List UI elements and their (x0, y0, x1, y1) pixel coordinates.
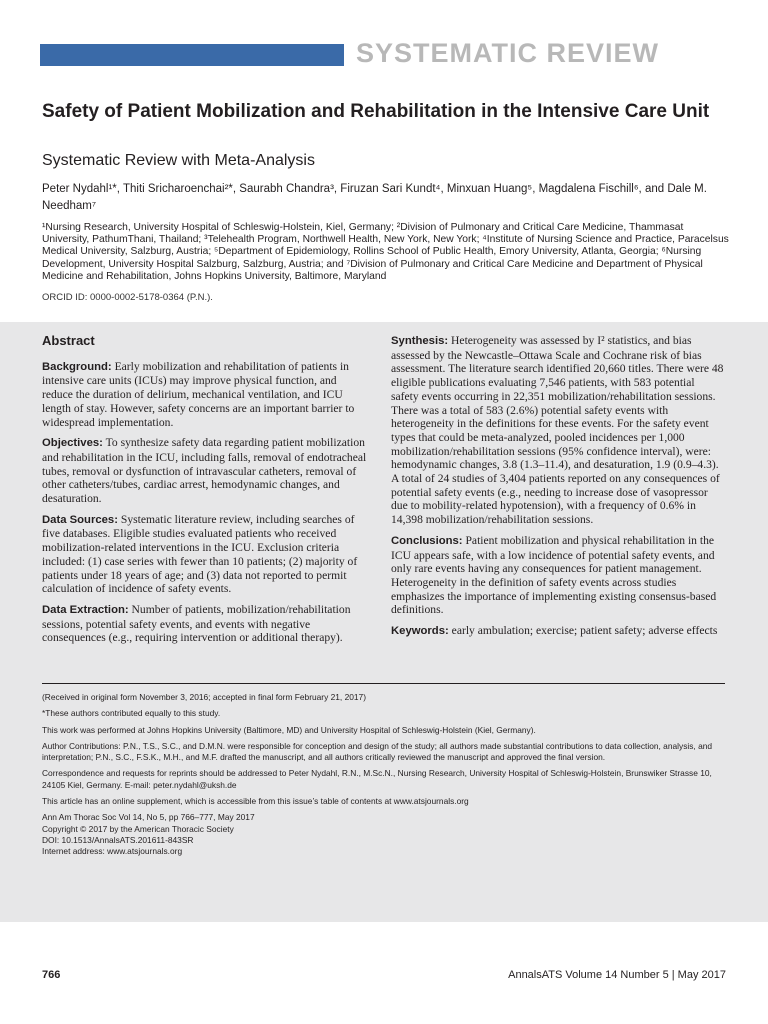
citation-block (42, 812, 728, 857)
journal-footer: AnnalsATS Volume 14 Number 5 | May 2017 (508, 969, 726, 981)
abstract-right-column (391, 334, 725, 646)
article-title: Safety of Patient Mobilization and Rehabilitation in the Intensive Care Unit (42, 101, 710, 122)
abstract-data-extraction (42, 603, 367, 645)
orcid-id: ORCID ID: 0000-0002-5178-0364 (P.N.). (42, 292, 213, 303)
abstract-conclusions (391, 534, 725, 617)
background-text: Early mobilization and rehabilitation of patients in intensive care units (ICUs) may improve physical function, and reduce the duration of delirium, mechanical ventilation, and ICU length of stay. However, safety concerns are an important barrier to widespread implementation. (42, 359, 355, 429)
keywords-label: Keywords: (391, 625, 449, 638)
abstract-synthesis (391, 334, 725, 527)
objectives-text: To synthesize safety data regarding patient mobilization and rehabilitation in the ICU, including falls, removal of endotracheal tubes, removal or dysfunction of intravascular catheters, removal of other catheters/tubes, cardiac arrest, hemodynamic changes, and desaturation. (42, 436, 367, 506)
conclusions-text: Patient mobilization and physical rehabilitation in the ICU appears safe, with a low incidence of potential safety events, and only rare events having any consequences for patient management. Heterogeneity in the definition of safety events across studies emphasizes the importance of implementing existing consensus-based definitions. (391, 533, 717, 617)
header-accent-bar (40, 44, 344, 66)
doi-line: DOI: 10.1513/AnnalsATS.201611-843SR (42, 834, 194, 845)
abstract-data-sources (42, 513, 367, 596)
internet-address-line: Internet address: www.atsjournals.org (42, 846, 183, 857)
notes-divider (42, 683, 725, 684)
received-dates: (Received in original form November 3, 2016; accepted in final form February 21, 2017) (42, 692, 366, 702)
abstract-objectives (42, 436, 367, 506)
author-list: Peter Nydahl¹*, Thiti Sricharoenchai²*, Saurabh Chandra³, Firuzan Sari Kundt⁴, Minxuan Huang⁵, Magdalena Fischill⁶, and Dale M. Needham⁷ (42, 183, 707, 212)
copyright-line: Copyright © 2017 by the American Thoracic Society (42, 823, 234, 834)
article-subtitle: Systematic Review with Meta-Analysis (42, 152, 315, 169)
objectives-label: Objectives: (42, 437, 103, 450)
abstract-heading: Abstract (42, 333, 95, 348)
author-contributions: Author Contributions: P.N., T.S., S.C., and D.M.N. were responsible for conception and design of the study; all authors made substantial contributions to data collection, analysis, and interpretation; P.N., S.C., F.S.K., M.H., and M.F. drafted the manuscript, and all authors critically reviewed the manuscript and approved the final version. (42, 740, 713, 763)
keywords-text: early ambulation; exercise; patient safety; adverse effects (451, 624, 718, 638)
equal-contribution-note: *These authors contributed equally to this study. (42, 708, 221, 719)
affiliations: ¹Nursing Research, University Hospital of Schleswig-Holstein, Kiel, Germany; ²Division of Pulmonary and Critical Care Medicine, Thammasat University, PathumThani, Thailand; ³Telehealth Program, Northwell Health, New York, New York; ⁴Institute of Nursing Science and Practice, Paracelsus Medical University, Salzburg, Austria; ⁵Department of Epidemiology, Rollins School of Public Health, Emory University, Atlanta, Georgia; ⁶Nursing Development, University Hospital Salzburg, Salzburg, Austria; and ⁷Division of Pulmonary and Critical Care Medicine and Department of Physical Medicine and Rehabilitation, Johns Hopkins University, Baltimore, Maryland (42, 222, 729, 282)
correspondence-note: Correspondence and requests for reprints should be addressed to Peter Nydahl, R.N., M.Sc.N., Nursing Research, University Hospital of Schleswig-Holstein, Brunswiker Strasse 10, 24105 Kiel, Germany. E-mail: peter.nydahl@uksh.de (42, 768, 712, 790)
section-label: SYSTEMATIC REVIEW (356, 38, 660, 68)
abstract-keywords (391, 624, 725, 639)
citation-line: Ann Am Thorac Soc Vol 14, No 5, pp 766–777, May 2017 (42, 812, 255, 823)
abstract-background (42, 360, 367, 430)
data-extraction-text: Number of patients, mobilization/rehabilitation sessions, potential safety events, and events with negative consequences (e.g., requiring intervention or additional therapy). (42, 602, 351, 645)
conclusions-label: Conclusions: (391, 534, 463, 547)
article-notes (42, 692, 728, 858)
abstract-left-column (42, 334, 367, 652)
data-extraction-label: Data Extraction: (42, 603, 129, 616)
synthesis-text: Heterogeneity was assessed by I² statistics, and bias assessed by the Newcastle–Ottawa Scale and Cochrane risk of bias assessment. The literature search identified 20,660 titles. There were 48 eligible publications evaluating 7,546 patients, with 583 potential safety events occurring in 22,351 mobilization/rehabilitation sessions. There was a total of 583 (2.6%) potential safety events with heterogeneity in the definitions for these events. For the safety event types that could be meta-analyzed, pooled incidences per 1,000 mobilization/rehabilitation sessions (95% confidence interval), were: hemodynamic changes, 3.8 (1.3–11.4), and desaturation, 1.9 (0.9–4.3). A total of 24 studies of 3,404 patients reported on any consequences of potential safety events (e.g., needing to increase dose of vasopressor due to mobility-related hypotension), with a frequency of 0.6% in 14,398 mobilization/rehabilitation sessions. (391, 334, 724, 527)
synthesis-label: Synthesis: (391, 335, 449, 347)
background-label: Background: (42, 360, 112, 373)
data-sources-label: Data Sources: (42, 513, 118, 526)
supplement-note: This article has an online supplement, which is accessible from this issue’s table of contents at www.atsjournals.org (42, 796, 469, 807)
performed-at-note: This work was performed at Johns Hopkins University (Baltimore, MD) and University Hospital of Schleswig-Holstein (Kiel, Germany). (42, 724, 536, 735)
data-sources-text: Systematic literature review, including searches of five databases. Eligible studies evaluated patients who received mobilization-related interventions in the ICU. Exclusion criteria included: (1) case series with fewer than 10 patients; (2) majority of patients under 18 years of age; and (3) data not reported to permit calculation of incidence of safety events. (42, 512, 358, 596)
page-number: 766 (42, 969, 61, 981)
